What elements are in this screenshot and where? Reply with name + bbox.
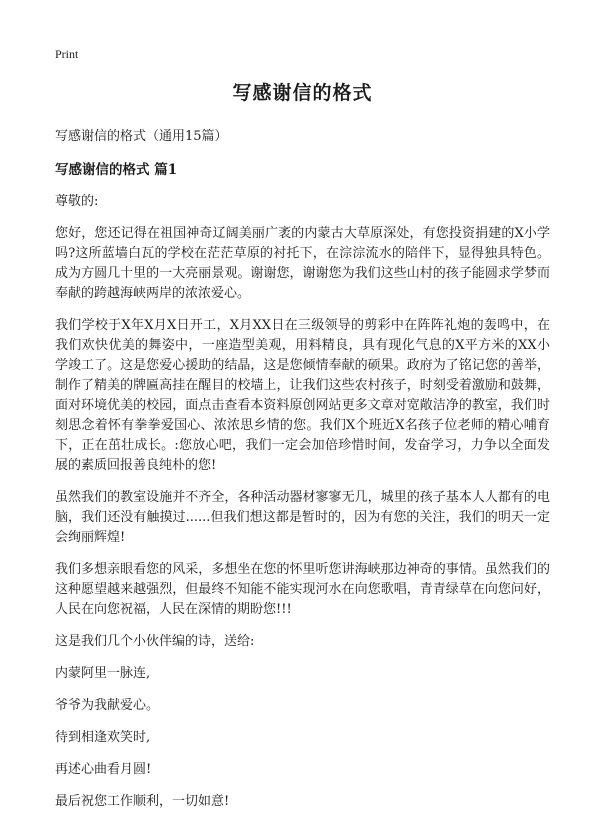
paragraph: 我们学校于X年X月X日开工，X月XX日在三级领导的剪彩中在阵阵礼炮的轰鸣中，在我们欢快优美的舞姿中，一座造型美观，用料精良，具有现化气息的X平方米的XX小学竣工了。这是您爱心援助的结晶，这是您倾情奉献的硕果。政府为了铭记您的善举，制作了精美的牌匾高挂在醒目的校墙上，让我们这些农村孩子，时刻受着激励和鼓舞，面对环境优美的校园，面点击查看本资料原创网站更多文章对宽敞洁净的教室，我们时刻思念着怀有拳拳爱国心、浓浓思乡情的您。我们X个班近X名孩子位老师的精心哺育下，正在茁壮成长。:您放心吧，我们一定会加倍珍惜时间，发奋学习，力争以全面发展的素质回报善良纯朴的您! (55, 318, 550, 473)
poem-line: 内蒙阿里一脉连, (55, 666, 151, 681)
document-subtitle: 写感谢信的格式（通用15篇） (55, 129, 228, 144)
section-heading: 写感谢信的格式 篇1 (55, 162, 178, 178)
print-link[interactable]: Print (55, 47, 79, 61)
paragraph: 您好，您还记得在祖国神奇辽阔美丽广袤的内蒙古大草原深处，有您投资捐建的X小学吗?这所蓝墙白瓦的学校在茫茫草原的衬托下，在淙淙流水的陪伴下，显得独具特色。成为方圆几十里的一大亮丽景观。谢谢您，谢谢您为我们这些山村的孩子能圆求学梦而奉献的跨越海峡两岸的浓浓爱心。 (55, 226, 550, 301)
page-title: 写感谢信的格式 (232, 82, 373, 104)
paragraph: 这是我们几个小伙伴编的诗，送给: (55, 634, 255, 649)
poem-line: 再述心曲看月圆! (55, 762, 152, 777)
salutation: 尊敬的: (55, 194, 99, 209)
closing-line: 最后祝您工作顺利，一切如意! (55, 794, 230, 809)
poem-line: 爷爷为我献爱心。 (55, 698, 160, 713)
poem-line: 待到相逢欢笑时, (55, 730, 151, 745)
paragraph: 虽然我们的教室设施并不齐全，各种活动器材寥寥无几，城里的孩子基本人人都有的电脑，我们还没有触摸过......但我们想这都是暂时的，因为有您的关注，我们的明天一定会绚丽辉煌! (55, 490, 550, 545)
document-body (55, 78, 550, 824)
paragraph: 我们多想亲眼看您的风采，多想坐在您的怀里听您讲海峡那边神奇的事情。虽然我们的这种愿望越来越强烈，但最终不知能不能实现河水在向您歌唱，青青绿草在向您问好，人民在向您祝福，人民在深情的期盼您!!! (55, 562, 550, 617)
